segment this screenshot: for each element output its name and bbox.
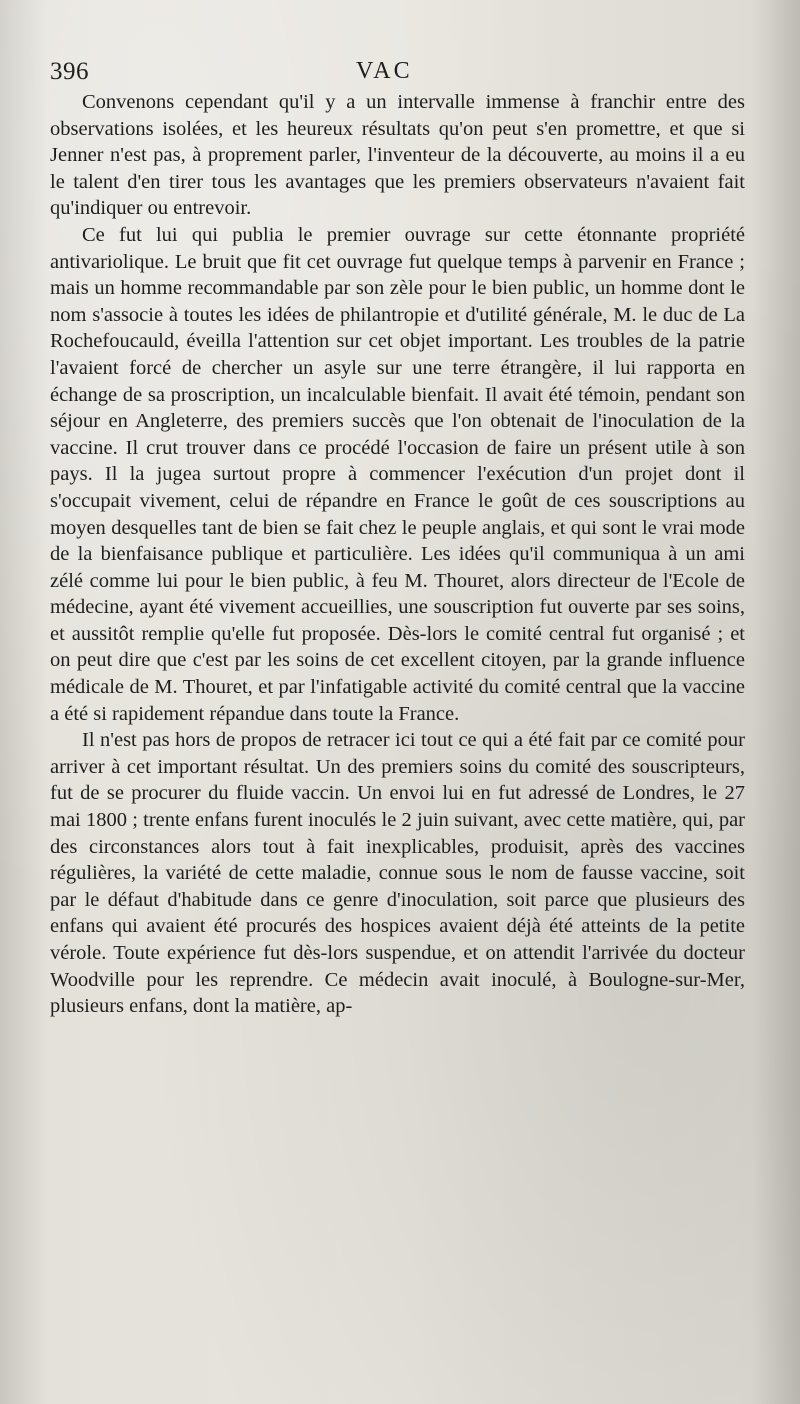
paragraph-1: Convenons cependant qu'il y a un intervalle immense à franchir entre des observations isolées, et les heureux résultats qu'on peut s'en promettre, et que si Jenner n'est pas, à proprement parler, l'inventeur de la découverte, au moins il a eu le talent d'en tirer tous les avantages que les premiers observateurs n'avaient fait qu'indiquer ou entrevoir. (50, 91, 745, 220)
paragraph-3: Il n'est pas hors de propos de retracer ici tout ce qui a été fait par ce comité pour arriver à cet important résultat. Un des premiers soins du comité des souscripteurs, fut de se procurer du fluide vaccin. Un envoi lui en fut adressé de Londres, le 27 mai 1800 ; trente enfans furent inoculés le 2 juin suivant, avec cette matière, qui, par des circonstances alors tout à fait inexplicables, produisit, après des vaccines régulières, la variété de cette maladie, connue sous le nom de fausse vaccine, soit par le défaut d'habitude dans ce genre d'inoculation, soit parce que plusieurs des enfans qui avaient été procurés des hospices avaient déjà été atteints de la petite vérole. Toute expérience fut dès-lors suspendue, et on attendit l'arrivée du docteur Woodville pour les reprendre. Ce médecin avait inoculé, à Boulogne-sur-Mer, plusieurs enfans, dont la matière, ap- (50, 729, 745, 1018)
running-head: VAC (356, 58, 413, 84)
paragraph-2: Ce fut lui qui publia le premier ouvrage sur cette étonnante propriété antivariolique. Le bruit que fit cet ouvrage fut quelque temps à parvenir en France ; mais un homme recommandable par son zèle pour le bien public, un homme dont le nom s'associe à toutes les idées de philantropie et d'utilité générale, M. le duc de La Rochefoucauld, éveilla l'attention sur cet objet important. Les troubles de la patrie l'avaient forcé de chercher un asyle sur une terre étrangère, il lui rapporta en échange de sa proscription, un incalculable bienfait. Il avait été témoin, pendant son séjour en Angleterre, des premiers succès que l'on obtenait de l'inoculation de la vaccine. Il crut trouver dans ce procédé l'occasion de faire un présent utile à son pays. Il la jugea surtout propre à commencer l'exécution d'un projet dont il s'occupait vivement, celui de répandre en France le goût de ces souscriptions au moyen desquelles tant de bien se fait chez le peuple anglais, et qui sont le vrai mode de la bienfaisance publique et particulière. Les idées qu'il communiqua à un ami zélé comme lui pour le bien public, à feu M. Thouret, alors directeur de l'Ecole de médecine, ayant été vivement accueillies, une souscription fut ouverte par ses soins, et aussitôt remplie qu'elle fut proposée. Dès-lors le comité central fut organisé ; et on peut dire que c'est par les soins de cet excellent citoyen, par la grande influence médicale de M. Thouret, et par l'infatigable activité du comité central que la vaccine a été si rapidement répandue dans toute la France. (50, 223, 745, 725)
page-number: 396 (50, 58, 89, 85)
page-header (50, 58, 740, 90)
body-text (50, 89, 745, 1020)
